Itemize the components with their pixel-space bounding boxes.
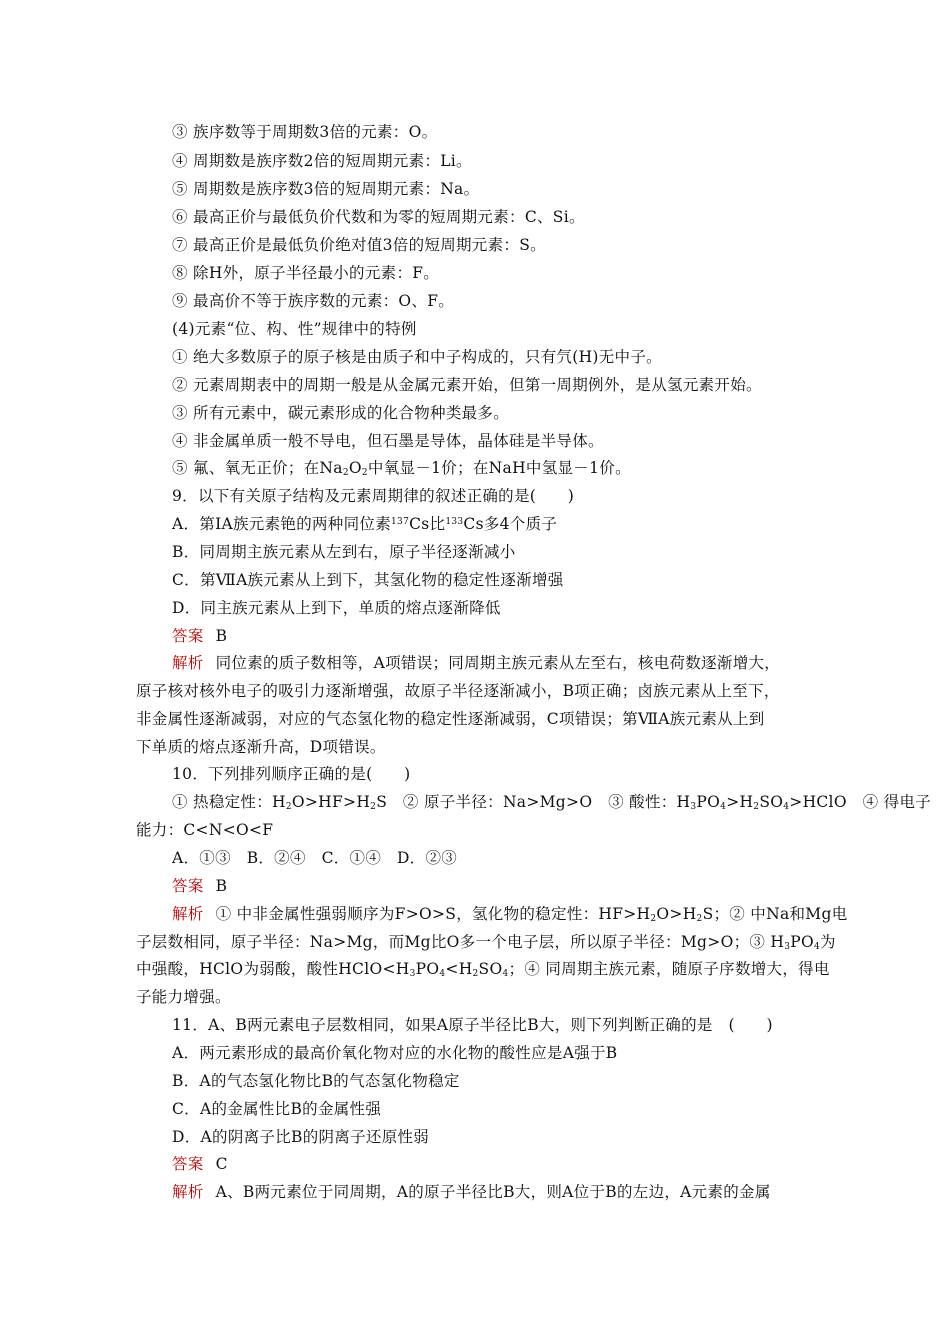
rule-line-7: ⑦ 最高正价是最低负价绝对值3倍的短周期元素：S。 bbox=[172, 236, 546, 254]
question-9-stem: 9．以下有关原子结构及元素周期律的叙述正确的是( ) bbox=[172, 487, 575, 505]
question-10-choices: A．①③ B．②④ C．①④ D．②③ bbox=[172, 849, 458, 867]
rule-line-8: ⑧ 除H外，原子半径最小的元素：F。 bbox=[172, 264, 440, 282]
rule-line-5: ⑤ 周期数是族序数3倍的短周期元素：Na。 bbox=[172, 180, 480, 198]
question-11-option-a: A．两元素形成的最高价氧化物对应的水化物的酸性应是A强于B bbox=[172, 1044, 618, 1062]
rule-line-6: ⑥ 最高正价与最低负价代数和为零的短周期元素：C、Si。 bbox=[172, 208, 585, 226]
rule-line-4: ④ 周期数是族序数2倍的短周期元素：Li。 bbox=[172, 152, 472, 170]
question-9-option-a: A．第ⅠA族元素铯的两种同位素$^{137}$Cs比$^{133}$Cs多4个质子 bbox=[172, 515, 558, 533]
special-case-4: ④ 非金属单质一般不导电，但石墨是导体，晶体硅是半导体。 bbox=[172, 432, 604, 450]
question-10-analysis-1: 解析 ① 中非金属性强弱顺序为F>O>S，氢化物的稳定性：$HF>H_2O>H_2S$；② 中Na和Mg电 bbox=[172, 905, 848, 924]
special-case-2: ② 元素周期表中的周期一般是从金属元素开始，但第一周期例外，是从氢元素开始。 bbox=[172, 376, 762, 394]
question-9-analysis-4: 下单质的熔点逐渐升高，D项错误。 bbox=[136, 738, 386, 756]
question-9-option-c: C．第ⅦA族元素从上到下，其氢化物的稳定性逐渐增强 bbox=[172, 571, 564, 589]
question-9-analysis-1: 解析 同位素的质子数相等，A项错误；同周期主族元素从左至右，核电荷数逐渐增大， bbox=[172, 654, 781, 672]
question-11-analysis-1: 解析 A、B两元素位于同周期，A的原子半径比B大，则A位于B的左边，A元素的金属 bbox=[172, 1183, 771, 1201]
analysis-label: 解析 bbox=[172, 905, 204, 923]
question-10-stem: 10．下列排列顺序正确的是( ) bbox=[172, 765, 411, 783]
analysis-label: 解析 bbox=[172, 1183, 204, 1201]
question-9-answer: 答案 B bbox=[172, 627, 228, 645]
question-11-option-d: D．A的阴离子比B的阴离子还原性弱 bbox=[172, 1128, 430, 1146]
question-9-option-b: B．同周期主族元素从左到右，原子半径逐渐减小 bbox=[172, 543, 516, 561]
question-10-items-cont: 能力：C<N<O<F bbox=[136, 821, 274, 839]
rule-line-3: ③ 族序数等于周期数3倍的元素：O。 bbox=[172, 123, 438, 141]
rule-line-9: ⑨ 最高价不等于族序数的元素：O、F。 bbox=[172, 292, 455, 310]
question-11-stem: 11．A、B两元素电子层数相同，如果A原子半径比B大，则下列判断正确的是 ( ) bbox=[172, 1016, 773, 1034]
question-11-option-b: B．A的气态氢化物比B的气态氢化物稳定 bbox=[172, 1072, 460, 1090]
analysis-label: 解析 bbox=[172, 654, 204, 672]
question-9-analysis-2: 原子核对核外电子的吸引力逐渐增强，故原子半径逐渐减小，B项正确；卤族元素从上至下， bbox=[136, 682, 780, 700]
question-10-items: ① 热稳定性：$H_2O>HF>H_2S$ ② 原子半径：Na>Mg>O ③ 酸性：$H_3PO_4>H_2SO_4>HClO$ ④ 得电子 bbox=[172, 793, 932, 812]
special-case-3: ③ 所有元素中，碳元素形成的化合物种类最多。 bbox=[172, 404, 510, 422]
question-11-option-c: C．A的金属性比B的金属性强 bbox=[172, 1100, 382, 1118]
special-case-1: ① 绝大多数原子的原子核是由质子和中子构成的，只有氕(H)无中子。 bbox=[172, 348, 662, 366]
question-11-answer: 答案 C bbox=[172, 1155, 228, 1173]
question-10-analysis-2: 子层数相同，原子半径：Na>Mg，而Mg比O多一个电子层，所以原子半径：Mg>O；③ $H_3PO_4$为 bbox=[136, 933, 836, 952]
question-10-analysis-4: 子能力增强。 bbox=[136, 988, 231, 1006]
answer-label: 答案 bbox=[172, 1155, 204, 1173]
question-10-answer: 答案 B bbox=[172, 877, 228, 895]
question-9-analysis-3: 非金属性逐渐减弱，对应的气态氢化物的稳定性逐渐减弱，C项错误；第ⅦA族元素从上到 bbox=[136, 710, 765, 728]
question-9-option-d: D．同主族元素从上到下，单质的熔点逐渐降低 bbox=[172, 599, 501, 617]
question-10-analysis-3: 中强酸，HClO为弱酸，酸性$HClO<H_3PO_4<H_2SO_4$；④ 同周期主族元素，随原子序数增大，得电 bbox=[136, 960, 830, 979]
answer-label: 答案 bbox=[172, 627, 204, 645]
answer-label: 答案 bbox=[172, 877, 204, 895]
special-case-5: ⑤ 氟、氧无正价；在$Na_2O_2$中氧显－1价；在NaH中氢显－1价。 bbox=[172, 459, 631, 478]
section-heading: (4)元素“位、构、性”规律中的特例 bbox=[172, 320, 417, 338]
